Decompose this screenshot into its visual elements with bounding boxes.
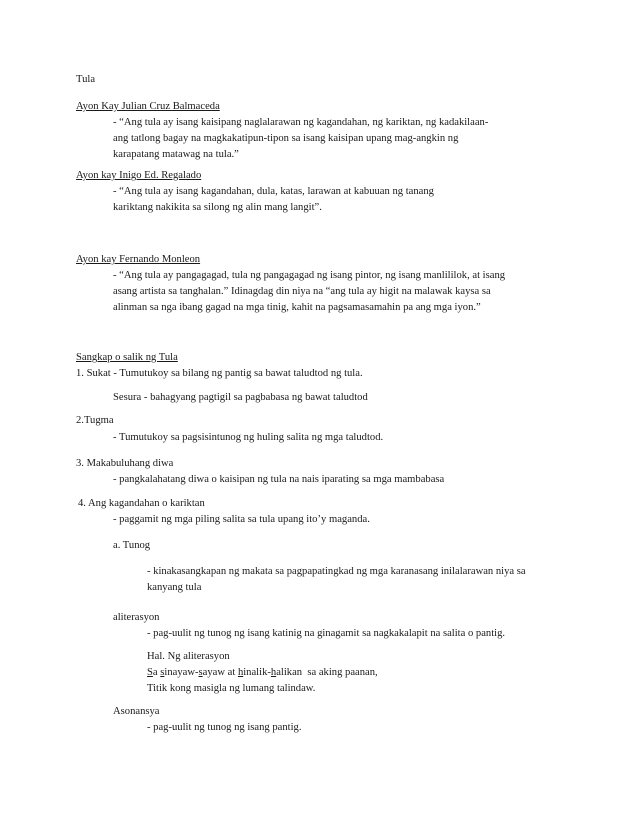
example-line: Sa sinayaw-sayaw at hinalik-halikan sa aking paanan, xyxy=(147,667,378,678)
definition-heading: Ayon Kay Julian Cruz Balmaceda xyxy=(76,101,220,112)
list-item-detail: Sesura - bahagyang pagtigil sa pagbabasa ng bawat taludtod xyxy=(113,392,368,403)
sub-item-detail: - pag-uulit ng tunog ng isang pantig. xyxy=(147,722,302,733)
definition-line: - “Ang tula ay isang kagandahan, dula, katas, larawan at kabuuan ng tanang xyxy=(113,186,434,197)
definition-line: ang tatlong bagay na magkakatipun-tipon sa isang kaisipan upang mag-angkin ng xyxy=(113,133,459,144)
list-item: 4. Ang kagandahan o kariktan xyxy=(78,498,205,509)
sub-item-detail: - kinakasangkapan ng makata sa pagpapatingkad ng mga karanasang inilalarawan niya sa xyxy=(147,566,526,577)
definition-heading: Ayon kay Inigo Ed. Regalado xyxy=(76,170,202,181)
definition-line: asang artista sa tanghalan.” Idinagdag din niya na “ang tula ay higit na malawak kaysa sa xyxy=(113,286,491,297)
definition-line: - “Ang tula ay pangagagad, tula ng pangagagad ng isang pintor, ng isang manlililok, at isang xyxy=(113,270,506,281)
definition-line: alinman sa nga ibang gagad na mga tinig, kahit na pagsamasamahin pa ang mga iyon.” xyxy=(113,302,481,313)
definition-line: kariktang nakikita sa silong ng alin mang langit”. xyxy=(113,202,322,213)
list-item-detail: - paggamit ng mga piling salita sa tula upang ito’y maganda. xyxy=(113,514,370,525)
definition-heading: Ayon kay Fernando Monleon xyxy=(76,254,201,265)
document-title: Tula xyxy=(76,74,96,85)
section-heading: Sangkap o salik ng Tula xyxy=(76,352,178,363)
list-item: 3. Makabuluhang diwa xyxy=(76,458,174,469)
sub-item-heading: a. Tunog xyxy=(113,540,151,551)
sub-item-detail: - pag-uulit ng tunog ng isang katinig na ginagamit sa nagkakalapit na salita o pantig. xyxy=(147,628,506,639)
list-item-detail: - pangkalahatang diwa o kaisipan ng tula na nais iparating sa mga mambabasa xyxy=(113,474,445,485)
example-label: Hal. Ng aliterasyon xyxy=(147,651,230,662)
definition-line: - “Ang tula ay isang kaisipang naglalarawan ng kagandahan, ng kariktan, ng kadakilaan- xyxy=(113,117,489,128)
sub-item-heading: aliterasyon xyxy=(113,612,160,623)
definition-line: karapatang matawag na tula.” xyxy=(113,149,239,160)
list-item: 1. Sukat - Tumutukoy sa bilang ng pantig sa bawat taludtod ng tula. xyxy=(76,368,363,379)
sub-item-detail: kanyang tula xyxy=(147,582,202,593)
sub-item-heading: Asonansya xyxy=(113,706,160,717)
list-item: 2.Tugma xyxy=(76,415,114,426)
example-line: Titik kong masigla ng lumang talindaw. xyxy=(147,683,316,694)
list-item-detail: - Tumutukoy sa pagsisintunog ng huling salita ng mga taludtod. xyxy=(113,432,384,443)
